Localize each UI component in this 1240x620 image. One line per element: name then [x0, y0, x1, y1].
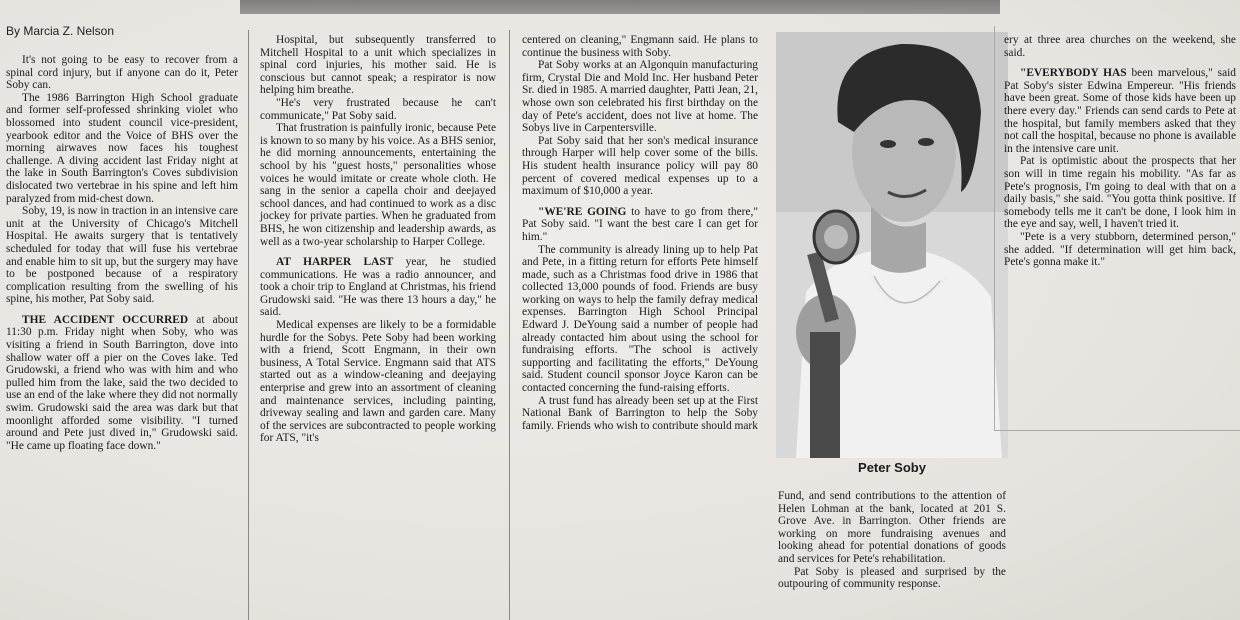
paragraph-text: ery at three area churches on the weekend, she said.	[1004, 34, 1236, 59]
article-paragraph	[778, 490, 1006, 566]
article-paragraph	[1004, 34, 1236, 59]
paragraph-text: to have to go from there," Pat Soby said. "I want the best care I can get for him."	[522, 205, 759, 243]
article-column-2	[260, 34, 496, 445]
article-paragraph	[6, 205, 238, 306]
paragraph-text: "He's very frustrated because he can't communicate," Pat Soby said.	[260, 96, 496, 122]
paragraph-text: centered on cleaning," Engmann said. He plans to continue the business with Soby.	[522, 34, 758, 59]
article-paragraph	[522, 34, 758, 59]
article-paragraph	[1004, 155, 1236, 231]
paragraph-text: The 1986 Barrington High School graduate and former self-professed shrinking violet who blossomed into student council vice-president, yearbook editor and the Voice of BHS over the morning airwaves now faces his toughest challenge. A diving accident last Friday night at the lake in South Barrington's Coves subdivision dislocated two vertebrae in his spine and left him paralyzed from mid-chest down.	[6, 91, 238, 205]
column-rule	[509, 30, 510, 620]
photo-caption: Peter Soby	[858, 460, 926, 475]
paragraph-text: Pat Soby works at an Algonquin manufacturing firm, Crystal Die and Mold Inc. Her husband Peter Sr. died in 1985. A married daughter, Patti Jean, 21, whose own son celebrated his first birthday on the day of Pete's accident, does not live at home. The Sobys live in Carpentersville.	[522, 59, 758, 135]
article-paragraph	[522, 206, 758, 244]
article-paragraph	[522, 395, 758, 433]
article-paragraph	[778, 566, 1006, 591]
paragraph-text: The community is already lining up to help Pat and Pete, in a fitting return for efforts Pete himself made, such as a Christmas food drive in 1986 that collected 13,000 pounds of food. Friends are busy working on ways to help the family defray medical expenses. Barrington High School Principal Edward J. DeYoung said a number of people had already contacted him about using the school for fundraising efforts. "The school is actively supporting and facilitating the efforts," DeYoung said. Student council sponsor Joyce Karon can be contacted concerning the fund-raising efforts.	[522, 243, 758, 395]
paragraph-text: Pat is optimistic about the prospects that her son will in time regain his mobility. "As far as Pete's prognosis, I'm going to deal with that on a daily basis," she said. "You gotta think positive. If somebody tells me it can't be done, I look him in the eye and say, well, I haven't tried it.	[1004, 155, 1236, 231]
article-paragraph	[260, 34, 496, 97]
section-lead-in: THE ACCIDENT OCCURRED	[22, 313, 189, 326]
article-paragraph	[1004, 67, 1236, 155]
paragraph-text: Hospital, but subsequently transferred to Mitchell Hospital to a unit which specializes in spinal cord injuries, his mother said. He is conscious but cannot speak; a respirator is now helping him breathe.	[260, 34, 496, 97]
paragraph-text: been marvelous," said Pat Soby's sister Edwina Empereur. "His friends have been great. Some of those kids have been up there every day." Friends can send cards to Pete at the hospital, but family members asked that they not call the hospital, because no phone is available in the intensive care unit.	[1004, 67, 1236, 155]
paragraph-text: at about 11:30 p.m. Friday night when Soby, who was visiting a friend in South Barrington, dove into shallow water off a pier on the Coves lake. Ted Grudowski, a friend who was with him and who pulled him from the lake, said the two decided to use an end of the lake where they did not normally swim. Grudowski said the area was dark but that moonlight afforded some visibility. "I turned around and Pete just dived in," Grudowski said. "He came up floating face down."	[6, 313, 238, 452]
article-paragraph	[6, 314, 238, 453]
article-paragraph	[260, 122, 496, 248]
portrait-illustration	[776, 32, 1008, 458]
paragraph-text: Fund, and send contributions to the attention of Helen Lohman at the bank, located at 201 S. Grove Ave. in Barrington. Other friends are working on more fundraising avenues and looking ahead for potential donations of goods and services for Pete's rehabilitation.	[778, 490, 1006, 565]
paragraph-text: A trust fund has already been set up at the First National Bank of Barrington to help the Soby family. Friends who wish to contribute should mark	[522, 394, 758, 432]
article-paragraph	[6, 54, 238, 92]
article-column-3-continued	[778, 490, 1006, 591]
section-lead-in: "WE'RE GOING	[538, 205, 627, 218]
paragraph-text: It's not going to be easy to recover from a spinal cord injury, but if anyone can do it, Peter Soby can.	[6, 54, 238, 92]
paragraph-text: Pat Soby said that her son's medical insurance through Harper will help cover some of the bills. His student health insurance policy will pay 80 percent of covered medical expenses up to a maximum of $10,000 a year.	[522, 134, 758, 198]
column-rule	[248, 30, 249, 620]
article-paragraph	[260, 319, 496, 445]
headline-cut-off	[240, 0, 1000, 14]
article-paragraph	[522, 59, 758, 135]
byline: By Marcia Z. Nelson	[6, 24, 115, 38]
paragraph-text: "Pete is a very stubborn, determined person," she added. "If determination will get him back, Pete's gonna make it."	[1004, 230, 1236, 269]
paragraph-text: That frustration is painfully ironic, because Pete is known to so many by his voice. As a BHS senior, he did morning announcements, entertaining the school by his "guest hosts," personalities whose voices he would imitate or create whole cloth. He sang in the senior a capella choir and deejayed school dances, and had continued to work as a disc jockey for private parties. When he graduated from BHS, he won citizenship and leadership awards, as well as a two-year scholarship to Harper College.	[260, 122, 496, 248]
article-paragraph	[522, 244, 758, 395]
article-column-1	[6, 54, 238, 452]
section-lead-in: "EVERYBODY HAS	[1020, 67, 1127, 80]
article-column-3	[522, 34, 758, 432]
paragraph-text: Soby, 19, is now in traction in an intensive care unit at the University of Chicago's Mitchell Hospital. He awaits surgery that is tentatively scheduled for today that will fuse his vertebrae and enable him to sit up, but the surgery may have to be postponed because of a respiratory complication resulting from the swelling of his spine, his mother, Pat Soby said.	[6, 205, 238, 306]
article-column-4	[1004, 34, 1236, 269]
paragraph-text: year, he studied communications. He was a radio announcer, and took a choir trip to England at Christmas, his friend Grudowski said. "He was there 13 hours a day," he said.	[260, 256, 496, 319]
article-paragraph	[6, 92, 238, 205]
paragraph-text: Pat Soby is pleased and surprised by the outpouring of community response.	[778, 565, 1006, 591]
article-paragraph	[260, 97, 496, 122]
article-paragraph	[1004, 231, 1236, 269]
article-paragraph	[522, 135, 758, 198]
paragraph-text: Medical expenses are likely to be a formidable hurdle for the Sobys. Pete Soby had been working with a friend, Scott Engmann, in their own business, A Total Service. Engmann said that ATS started out as a window-cleaning and deejaying enterprise and grew into an assortment of cleaning and maintenance services, including painting, driveway sealing and lawn and garden care. Many of the services are subcontracted to people working for ATS, "it's	[260, 319, 496, 445]
article-paragraph	[260, 256, 496, 319]
portrait-photo	[776, 32, 1008, 458]
section-lead-in: AT HARPER LAST	[276, 256, 394, 269]
